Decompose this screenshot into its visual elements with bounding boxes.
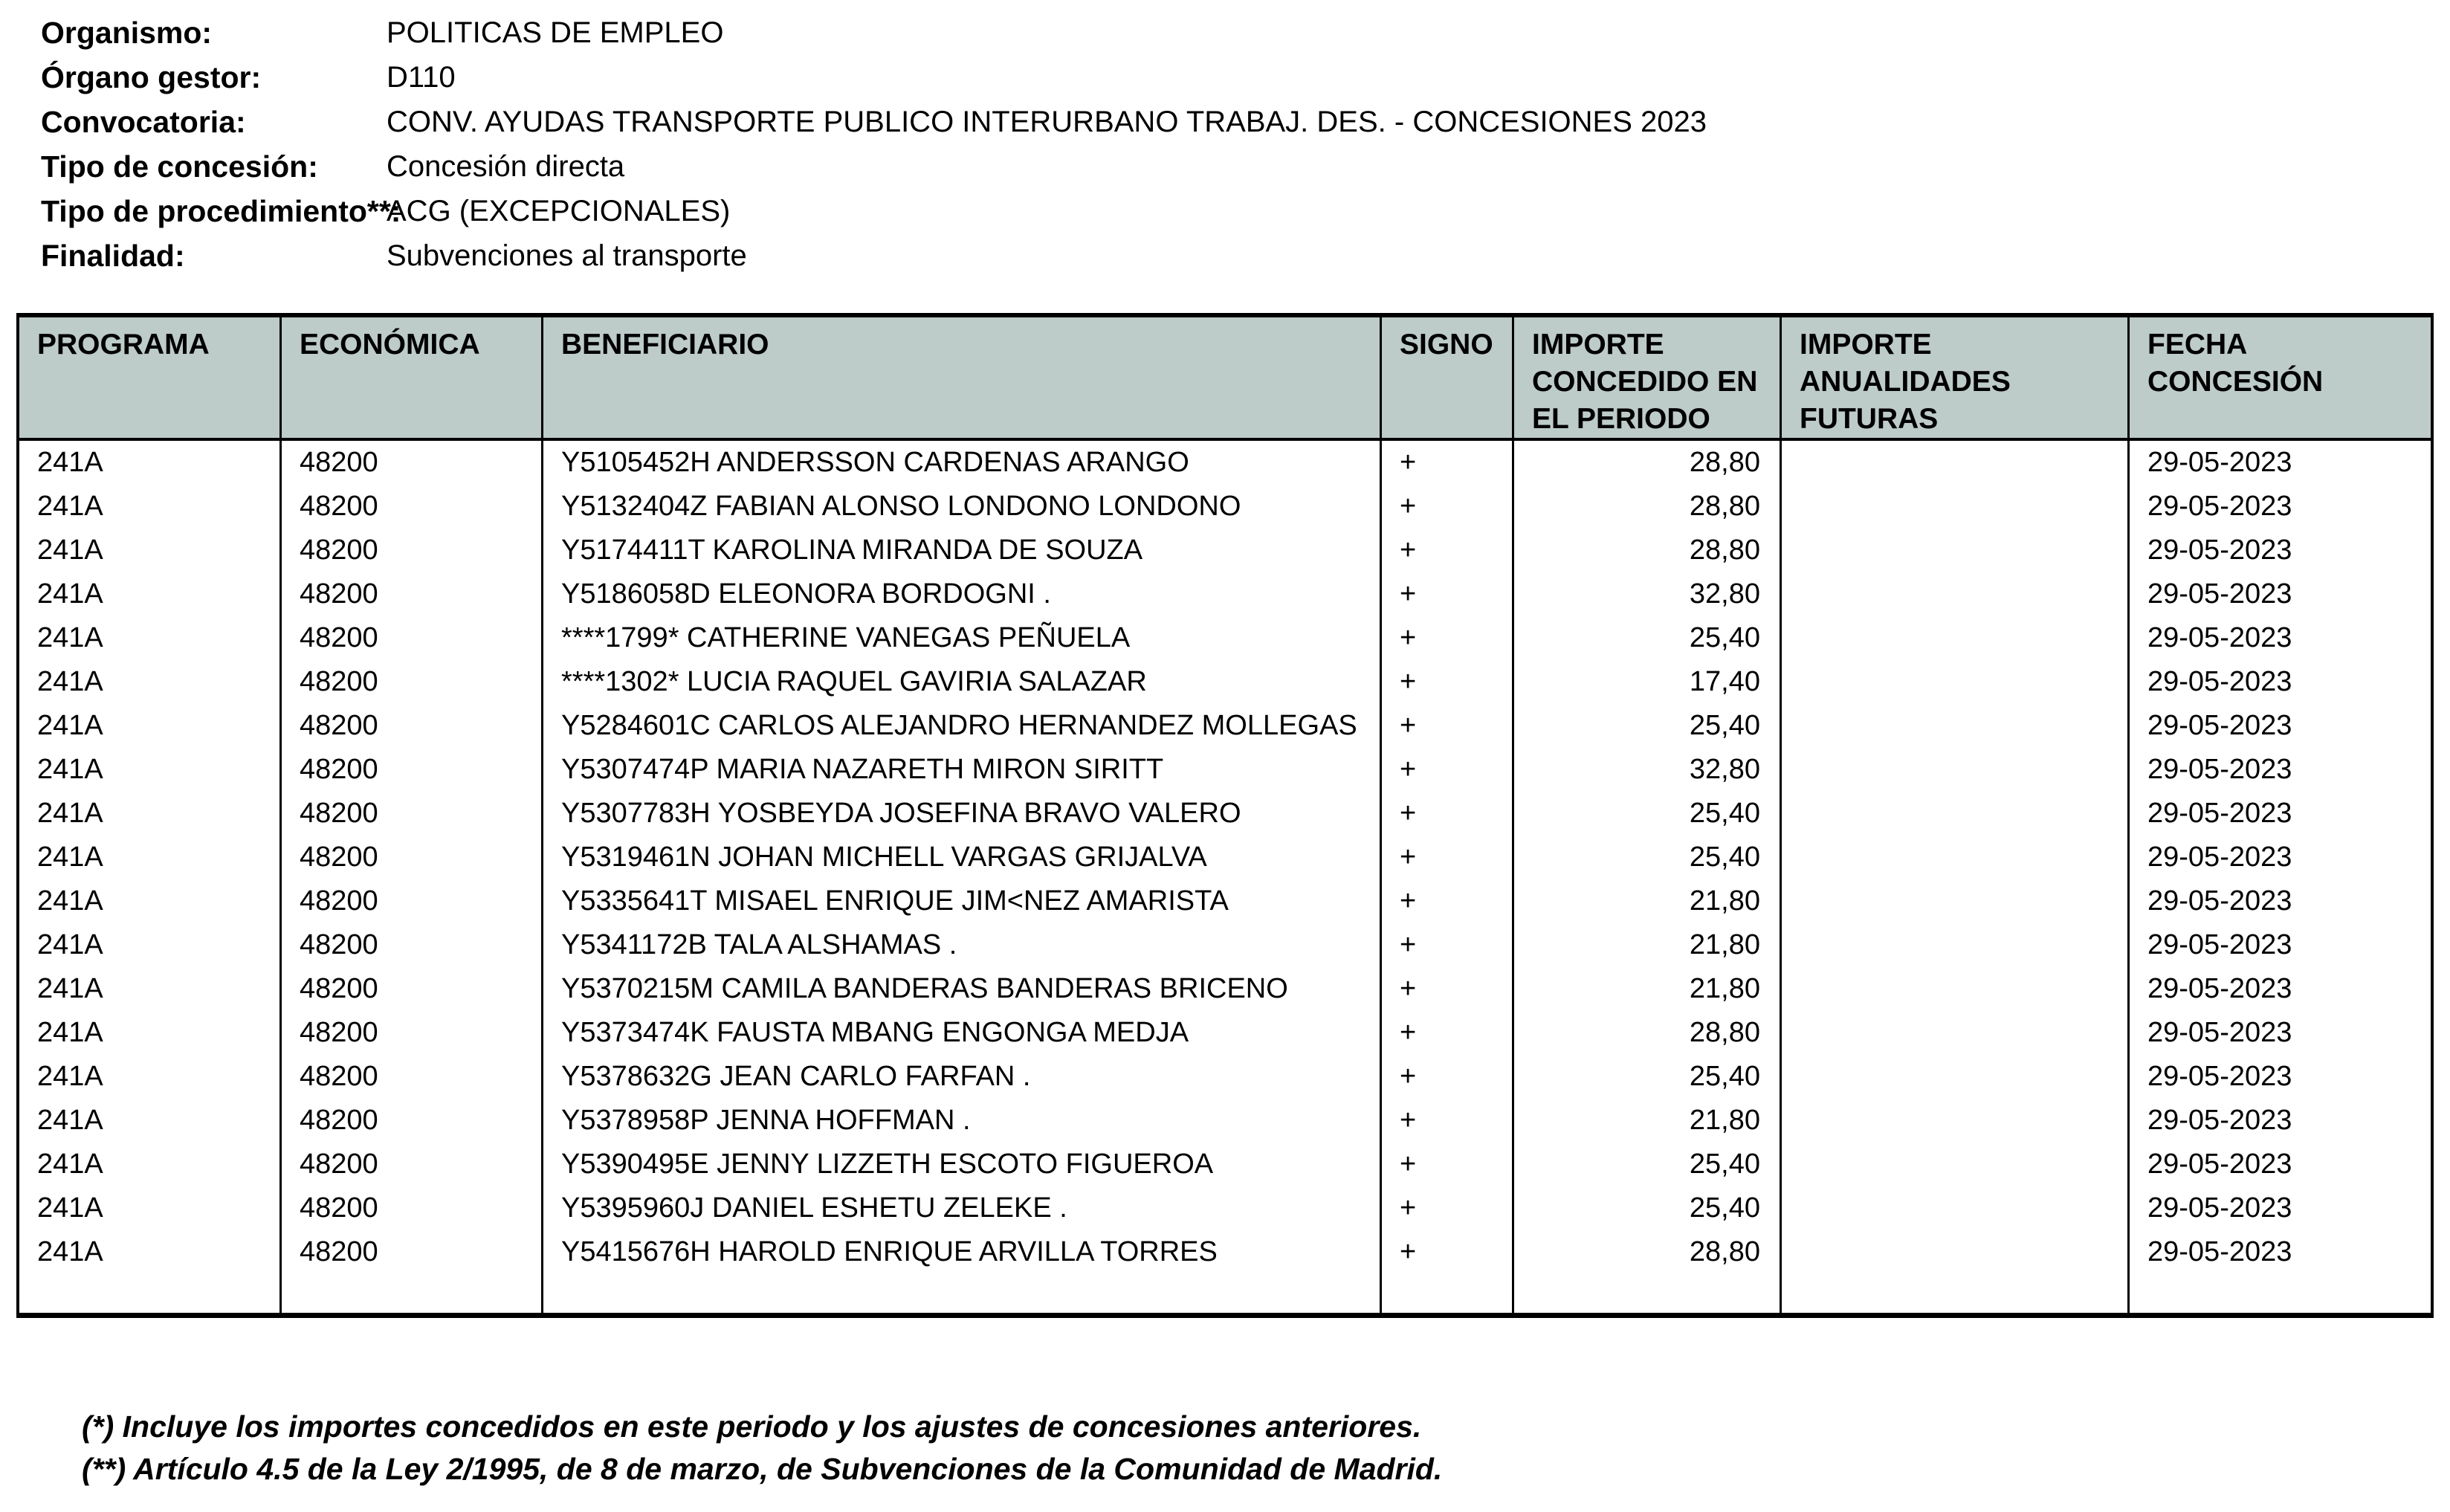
cell-anualidades-futuras <box>1782 748 2130 792</box>
table-row <box>19 1055 2431 1099</box>
cell-empty <box>19 1274 282 1313</box>
cell-programa: 241A <box>19 748 282 792</box>
column-header-label: PROGRAMA <box>37 329 210 361</box>
cell-economica: 48200 <box>282 572 543 616</box>
cell-fecha-concesion: 29-05-2023 <box>2147 578 2292 610</box>
table-row <box>19 441 2431 485</box>
cell-fecha-concesion: 29-05-2023 <box>2147 1017 2292 1048</box>
cell-importe-concedido: 28,80 <box>1514 485 1782 529</box>
cell-anualidades-futuras <box>1782 1055 2130 1099</box>
cell-importe-concedido: 21,80 <box>1514 923 1782 967</box>
cell-signo: + <box>1382 792 1514 836</box>
cell-anualidades-futuras <box>1782 441 2130 485</box>
cell-beneficiario: Y5415676H HAROLD ENRIQUE ARVILLA TORRES <box>543 1230 1382 1274</box>
cell-fecha-concesion: 29-05-2023 <box>2147 1105 2292 1136</box>
cell-importe-concedido: 25,40 <box>1514 1143 1782 1186</box>
meta-field-value: Concesión directa <box>387 150 625 183</box>
cell-economica: 48200 <box>282 1055 543 1099</box>
cell-anualidades-futuras <box>1782 572 2130 616</box>
cell-importe-concedido: 25,40 <box>1514 616 1782 660</box>
cell-programa: 241A <box>19 660 282 704</box>
column-header-signo <box>1382 317 1514 438</box>
cell-economica: 48200 <box>282 879 543 923</box>
cell-fecha-concesion: 29-05-2023 <box>2147 534 2292 566</box>
cell-anualidades-futuras <box>1782 660 2130 704</box>
cell-fecha-concesion: 29-05-2023 <box>2147 885 2292 917</box>
cell-signo: + <box>1382 748 1514 792</box>
cell-economica: 48200 <box>282 748 543 792</box>
cell-programa: 241A <box>19 1186 282 1230</box>
cell-fecha-concesion: 29-05-2023 <box>2147 666 2292 697</box>
cell-importe-concedido: 25,40 <box>1514 792 1782 836</box>
cell-beneficiario: Y5395960J DANIEL ESHETU ZELEKE . <box>543 1186 1382 1230</box>
document-meta-block <box>41 10 2450 278</box>
column-header-label: IMPORTE ANUALIDADES FUTURAS <box>1800 329 2011 435</box>
table-row <box>19 879 2431 923</box>
cell-importe-concedido: 28,80 <box>1514 441 1782 485</box>
meta-field-label: Órgano gestor: <box>41 60 262 94</box>
cell-signo: + <box>1382 879 1514 923</box>
cell-anualidades-futuras <box>1782 1099 2130 1143</box>
cell-anualidades-futuras <box>1782 704 2130 748</box>
meta-field-convocatoria <box>41 100 2450 144</box>
column-header-importe-concedido <box>1514 317 1782 438</box>
table-row <box>19 1143 2431 1186</box>
cell-fecha-concesion: 29-05-2023 <box>2147 1148 2292 1180</box>
cell-anualidades-futuras <box>1782 1186 2130 1230</box>
footnotes-block <box>82 1406 2450 1490</box>
cell-fecha-concesion: 29-05-2023 <box>2147 622 2292 653</box>
column-header-label: FECHA CONCESIÓN <box>2147 329 2324 398</box>
table-row <box>19 485 2431 529</box>
table-row <box>19 792 2431 836</box>
cell-economica: 48200 <box>282 441 543 485</box>
column-header-label: BENEFICIARIO <box>561 329 769 361</box>
cell-anualidades-futuras <box>1782 792 2130 836</box>
cell-empty <box>282 1274 543 1313</box>
table-filler-row <box>19 1274 2431 1313</box>
table-body <box>19 441 2431 1274</box>
cell-fecha-concesion: 29-05-2023 <box>2147 798 2292 829</box>
table-row <box>19 660 2431 704</box>
cell-signo: + <box>1382 1143 1514 1186</box>
table-row <box>19 1230 2431 1274</box>
cell-signo: + <box>1382 441 1514 485</box>
cell-anualidades-futuras <box>1782 1011 2130 1055</box>
cell-economica: 48200 <box>282 485 543 529</box>
cell-beneficiario: ****1799* CATHERINE VANEGAS PEÑUELA <box>543 616 1382 660</box>
cell-fecha-concesion: 29-05-2023 <box>2147 710 2292 741</box>
cell-importe-concedido: 21,80 <box>1514 1099 1782 1143</box>
cell-beneficiario: Y5373474K FAUSTA MBANG ENGONGA MEDJA <box>543 1011 1382 1055</box>
cell-anualidades-futuras <box>1782 836 2130 879</box>
cell-fecha-concesion: 29-05-2023 <box>2147 929 2292 960</box>
cell-beneficiario: Y5307474P MARIA NAZARETH MIRON SIRITT <box>543 748 1382 792</box>
cell-importe-concedido: 25,40 <box>1514 704 1782 748</box>
meta-field-tipo-concesion <box>41 144 2450 189</box>
cell-anualidades-futuras <box>1782 485 2130 529</box>
cell-programa: 241A <box>19 836 282 879</box>
cell-fecha-concesion: 29-05-2023 <box>2147 491 2292 522</box>
table-row <box>19 967 2431 1011</box>
cell-importe-concedido: 32,80 <box>1514 572 1782 616</box>
cell-beneficiario: Y5390495E JENNY LIZZETH ESCOTO FIGUEROA <box>543 1143 1382 1186</box>
cell-economica: 48200 <box>282 1230 543 1274</box>
cell-beneficiario: Y5378958P JENNA HOFFMAN . <box>543 1099 1382 1143</box>
cell-empty <box>543 1274 1382 1313</box>
meta-field-value: POLITICAS DE EMPLEO <box>387 16 724 49</box>
cell-economica: 48200 <box>282 616 543 660</box>
cell-beneficiario: Y5370215M CAMILA BANDERAS BANDERAS BRICENO <box>543 967 1382 1011</box>
cell-programa: 241A <box>19 1055 282 1099</box>
cell-importe-concedido: 25,40 <box>1514 1186 1782 1230</box>
cell-economica: 48200 <box>282 1143 543 1186</box>
cell-fecha-concesion: 29-05-2023 <box>2147 1061 2292 1092</box>
meta-field-finalidad <box>41 233 2450 278</box>
cell-signo: + <box>1382 1011 1514 1055</box>
cell-beneficiario: Y5307783H YOSBEYDA JOSEFINA BRAVO VALERO <box>543 792 1382 836</box>
cell-programa: 241A <box>19 792 282 836</box>
meta-field-label: Tipo de concesión: <box>41 149 318 184</box>
cell-beneficiario: Y5186058D ELEONORA BORDOGNI . <box>543 572 1382 616</box>
cell-empty <box>1382 1274 1514 1313</box>
cell-programa: 241A <box>19 1143 282 1186</box>
cell-signo: + <box>1382 1186 1514 1230</box>
cell-anualidades-futuras <box>1782 1230 2130 1274</box>
cell-anualidades-futuras <box>1782 879 2130 923</box>
column-header-importe-anualidades <box>1782 317 2130 438</box>
column-header-programa <box>19 317 282 438</box>
cell-beneficiario: Y5319461N JOHAN MICHELL VARGAS GRIJALVA <box>543 836 1382 879</box>
cell-beneficiario: Y5341172B TALA ALSHAMAS . <box>543 923 1382 967</box>
cell-programa: 241A <box>19 529 282 572</box>
cell-importe-concedido: 32,80 <box>1514 748 1782 792</box>
table-row <box>19 923 2431 967</box>
table-row <box>19 1186 2431 1230</box>
cell-anualidades-futuras <box>1782 616 2130 660</box>
cell-programa: 241A <box>19 704 282 748</box>
cell-signo: + <box>1382 616 1514 660</box>
meta-field-label: Organismo: <box>41 16 213 50</box>
cell-programa: 241A <box>19 967 282 1011</box>
meta-field-organismo <box>41 10 2450 55</box>
cell-importe-concedido: 21,80 <box>1514 967 1782 1011</box>
cell-beneficiario: Y5284601C CARLOS ALEJANDRO HERNANDEZ MOLLEGAS <box>543 704 1382 748</box>
cell-importe-concedido: 25,40 <box>1514 836 1782 879</box>
cell-signo: + <box>1382 572 1514 616</box>
cell-programa: 241A <box>19 879 282 923</box>
cell-signo: + <box>1382 836 1514 879</box>
cell-programa: 241A <box>19 441 282 485</box>
meta-field-value: D110 <box>387 61 456 94</box>
cell-economica: 48200 <box>282 1186 543 1230</box>
cell-empty <box>1782 1274 2130 1313</box>
column-header-economica <box>282 317 543 438</box>
table-row <box>19 748 2431 792</box>
cell-importe-concedido: 28,80 <box>1514 1011 1782 1055</box>
meta-field-label: Convocatoria: <box>41 105 246 139</box>
cell-fecha-concesion: 29-05-2023 <box>2147 973 2292 1004</box>
concessions-table <box>16 313 2434 1318</box>
document-page <box>0 10 2450 1512</box>
cell-importe-concedido: 17,40 <box>1514 660 1782 704</box>
cell-importe-concedido: 28,80 <box>1514 529 1782 572</box>
cell-economica: 48200 <box>282 792 543 836</box>
cell-importe-concedido: 28,80 <box>1514 1230 1782 1274</box>
table-header-row <box>19 317 2431 441</box>
column-header-label: ECONÓMICA <box>300 329 480 361</box>
cell-anualidades-futuras <box>1782 923 2130 967</box>
cell-signo: + <box>1382 1230 1514 1274</box>
meta-field-value: CONV. AYUDAS TRANSPORTE PUBLICO INTERURBANO TRABAJ. DES. - CONCESIONES 2023 <box>387 106 1707 138</box>
cell-importe-concedido: 21,80 <box>1514 879 1782 923</box>
footnote: (**) Artículo 4.5 de la Ley 2/1995, de 8 de marzo, de Subvenciones de la Comunidad de Madrid. <box>82 1452 1443 1486</box>
cell-signo: + <box>1382 704 1514 748</box>
cell-signo: + <box>1382 660 1514 704</box>
cell-fecha-concesion: 29-05-2023 <box>2147 754 2292 785</box>
cell-importe-concedido: 25,40 <box>1514 1055 1782 1099</box>
table-row <box>19 1011 2431 1055</box>
cell-fecha-concesion: 29-05-2023 <box>2147 841 2292 873</box>
meta-field-label: Finalidad: <box>41 239 185 273</box>
cell-economica: 48200 <box>282 660 543 704</box>
cell-signo: + <box>1382 1055 1514 1099</box>
cell-beneficiario: Y5132404Z FABIAN ALONSO LONDONO LONDONO <box>543 485 1382 529</box>
cell-signo: + <box>1382 967 1514 1011</box>
cell-anualidades-futuras <box>1782 529 2130 572</box>
cell-signo: + <box>1382 923 1514 967</box>
cell-economica: 48200 <box>282 1011 543 1055</box>
cell-programa: 241A <box>19 1099 282 1143</box>
meta-field-value: ACG (EXCEPCIONALES) <box>387 195 731 227</box>
table-row <box>19 529 2431 572</box>
cell-programa: 241A <box>19 1011 282 1055</box>
cell-beneficiario: Y5335641T MISAEL ENRIQUE JIM<NEZ AMARISTA <box>543 879 1382 923</box>
cell-anualidades-futuras <box>1782 1143 2130 1186</box>
column-header-label: SIGNO <box>1400 329 1493 361</box>
cell-signo: + <box>1382 485 1514 529</box>
cell-empty <box>2130 1274 2431 1313</box>
cell-programa: 241A <box>19 1230 282 1274</box>
table-row <box>19 616 2431 660</box>
table-row <box>19 836 2431 879</box>
meta-field-organo-gestor <box>41 55 2450 100</box>
cell-beneficiario: Y5105452H ANDERSSON CARDENAS ARANGO <box>543 441 1382 485</box>
column-header-label: IMPORTE CONCEDIDO EN EL PERIODO <box>1532 329 1758 435</box>
cell-anualidades-futuras <box>1782 967 2130 1011</box>
cell-economica: 48200 <box>282 836 543 879</box>
cell-economica: 48200 <box>282 967 543 1011</box>
table-row <box>19 704 2431 748</box>
cell-programa: 241A <box>19 616 282 660</box>
column-header-fecha-concesion <box>2130 317 2431 438</box>
cell-programa: 241A <box>19 572 282 616</box>
meta-field-label: Tipo de procedimiento**: <box>41 194 401 228</box>
table-row <box>19 572 2431 616</box>
cell-beneficiario: Y5174411T KAROLINA MIRANDA DE SOUZA <box>543 529 1382 572</box>
meta-field-tipo-procedimiento <box>41 189 2450 233</box>
meta-field-value: Subvenciones al transporte <box>387 239 747 272</box>
cell-signo: + <box>1382 529 1514 572</box>
cell-beneficiario: Y5378632G JEAN CARLO FARFAN . <box>543 1055 1382 1099</box>
cell-economica: 48200 <box>282 704 543 748</box>
cell-economica: 48200 <box>282 529 543 572</box>
cell-fecha-concesion: 29-05-2023 <box>2147 1236 2292 1267</box>
cell-fecha-concesion: 29-05-2023 <box>2147 447 2292 478</box>
cell-programa: 241A <box>19 923 282 967</box>
cell-fecha-concesion: 29-05-2023 <box>2147 1192 2292 1224</box>
footnote: (*) Incluye los importes concedidos en este periodo y los ajustes de concesiones anteriores. <box>82 1409 1422 1444</box>
cell-programa: 241A <box>19 485 282 529</box>
cell-economica: 48200 <box>282 923 543 967</box>
cell-economica: 48200 <box>282 1099 543 1143</box>
cell-signo: + <box>1382 1099 1514 1143</box>
column-header-beneficiario <box>543 317 1382 438</box>
cell-beneficiario: ****1302* LUCIA RAQUEL GAVIRIA SALAZAR <box>543 660 1382 704</box>
table-row <box>19 1099 2431 1143</box>
cell-empty <box>1514 1274 1782 1313</box>
